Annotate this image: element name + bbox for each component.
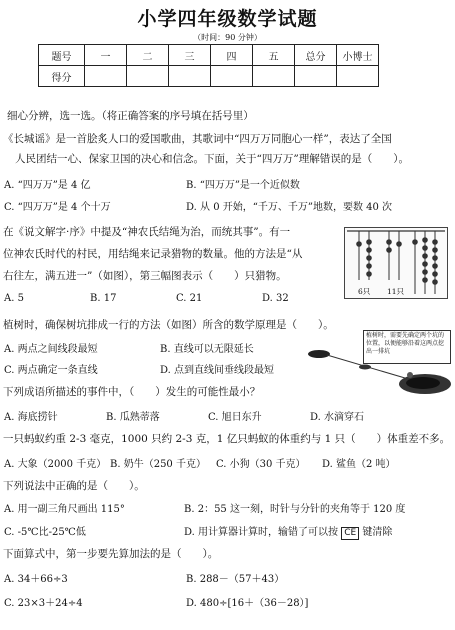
score-input-cell[interactable] xyxy=(253,66,295,87)
question-4-option-a[interactable]: A. 海底捞针 xyxy=(4,412,58,423)
question-7-option-a[interactable]: A. 34＋66÷3 xyxy=(4,574,68,585)
question-6-option-c[interactable]: C. -5℃比-25℃低 xyxy=(4,527,86,538)
tree-planting-note: 植树时，需要先确定两个坑的位置，以便能够沿着这两点挖出一排坑 xyxy=(363,330,451,364)
option-d-text: 键清除 xyxy=(362,527,393,538)
question-2-option-b[interactable]: B. 17 xyxy=(90,293,117,304)
score-table-cell: 四 xyxy=(211,45,253,66)
question-1-option-b[interactable]: B. “四万万”是一个近似数 xyxy=(186,180,300,191)
question-6-line: 下列说法中正确的是（ ）。 xyxy=(3,480,145,492)
score-table-header-row xyxy=(39,45,379,66)
question-2-line: 右往左，满五进一”（如图），第三幅图表示（ ）只猎物。 xyxy=(3,270,287,282)
score-table-cell: 三 xyxy=(169,45,211,66)
ce-key-icon: CE xyxy=(341,527,359,540)
question-2-option-d[interactable]: D. 32 xyxy=(262,293,289,304)
question-4-option-c[interactable]: C. 旭日东升 xyxy=(208,412,262,423)
question-3-option-a[interactable]: A. 两点之间线段最短 xyxy=(4,344,98,355)
question-1-option-a[interactable]: A. “四万万”是 4 亿 xyxy=(4,180,91,191)
question-5-option-d[interactable]: D. 鲨鱼（2 吨） xyxy=(322,459,396,470)
score-table-cell: 小博士 xyxy=(337,45,379,66)
question-7-option-d[interactable]: D. 480÷[16＋（36－28）] xyxy=(186,598,309,609)
score-input-cell[interactable] xyxy=(127,66,169,87)
question-7-option-c[interactable]: C. 23×3＋24÷4 xyxy=(4,598,83,609)
score-table-cell: 题号 xyxy=(39,45,85,66)
question-5-line: 一只蚂蚁约重 2-3 毫克，1000 只约 2-3 克，1 亿只蚂蚁的体重约与 1 只（ ）体重差不多。 xyxy=(3,433,451,445)
score-table-cell: 得分 xyxy=(39,66,85,87)
page-title: 小学四年级数学试题 xyxy=(137,8,318,30)
section-heading: 细心分辨，选一选。（将正确答案的序号填在括号里） xyxy=(7,110,254,122)
question-2-line: 在《说文解字·序》中提及“神农氏结绳为治，而统其事”。有一 xyxy=(3,226,291,238)
question-1-option-c[interactable]: C. “四万万”是 4 个十万 xyxy=(4,202,111,213)
knotted-rope-figure xyxy=(344,227,448,299)
knot-figure-label: 11只 xyxy=(387,287,405,296)
knot-figure-label: 6只 xyxy=(358,287,371,296)
exam-duration: （时间：90 分钟） xyxy=(193,33,262,42)
score-input-cell[interactable] xyxy=(337,66,379,87)
question-5-option-a[interactable]: A. 大象（2000 千克） xyxy=(4,459,107,470)
score-input-cell[interactable] xyxy=(169,66,211,87)
option-d-text: D. 用计算器计算时，输错了可以按 xyxy=(184,527,339,538)
question-4-line: 下列成语所描述的事件中，（ ）发生的可能性最小？ xyxy=(3,386,261,398)
question-7-option-b[interactable]: B. 288－（57＋43） xyxy=(186,574,285,585)
question-7-line: 下面算式中，第一步要先算加法的是（ ）。 xyxy=(3,548,219,560)
question-1-line: 人民团结一心、保家卫国的决心和信念。下面，关于“四万万”理解错误的是（ ）。 xyxy=(15,153,409,165)
score-input-cell[interactable] xyxy=(85,66,127,87)
question-4-option-b[interactable]: B. 瓜熟蒂落 xyxy=(106,412,160,423)
question-2-option-a[interactable]: A. 5 xyxy=(4,293,24,304)
question-6-option-a[interactable]: A. 用一副三角尺画出 115° xyxy=(4,504,125,515)
score-table xyxy=(38,44,379,87)
question-3-option-b[interactable]: B. 直线可以无限延长 xyxy=(160,344,254,355)
question-2-option-c[interactable]: C. 21 xyxy=(176,293,203,304)
question-3-option-d[interactable]: D. 点到直线间垂线段最短 xyxy=(160,365,275,376)
score-table-score-row xyxy=(39,66,379,87)
score-input-cell[interactable] xyxy=(211,66,253,87)
question-2-line: 位神农氏时代的村民，用结绳来记录猎物的数量。他的方法是“从 xyxy=(3,248,303,260)
score-table-cell: 二 xyxy=(127,45,169,66)
score-table-cell: 总分 xyxy=(295,45,337,66)
score-table-cell: 五 xyxy=(253,45,295,66)
score-table-cell: 一 xyxy=(85,45,127,66)
question-5-option-b[interactable]: B. 奶牛（250 千克） xyxy=(110,459,206,470)
question-1-option-d[interactable]: D. 从 0 开始，“千万、千万”地数，要数 40 次 xyxy=(186,202,393,213)
question-4-option-d[interactable]: D. 水滴穿石 xyxy=(310,412,365,423)
question-6-option-b[interactable]: B. 2：55 这一刻，时针与分针的夹角等于 120 度 xyxy=(184,504,406,515)
question-5-option-c[interactable]: C. 小狗（30 千克） xyxy=(216,459,306,470)
score-input-cell[interactable] xyxy=(295,66,337,87)
question-3-option-c[interactable]: C. 两点确定一条直线 xyxy=(4,365,98,376)
question-6-option-d[interactable] xyxy=(184,523,392,540)
question-1-line: 《长城谣》是一首脍炙人口的爱国歌曲，其歌词中“四万万同胞心一样”，表达了全国 xyxy=(3,133,392,145)
question-3-line: 植树时，确保树坑排成一行的方法（如图）所含的数学原理是（ ）。 xyxy=(3,319,334,331)
